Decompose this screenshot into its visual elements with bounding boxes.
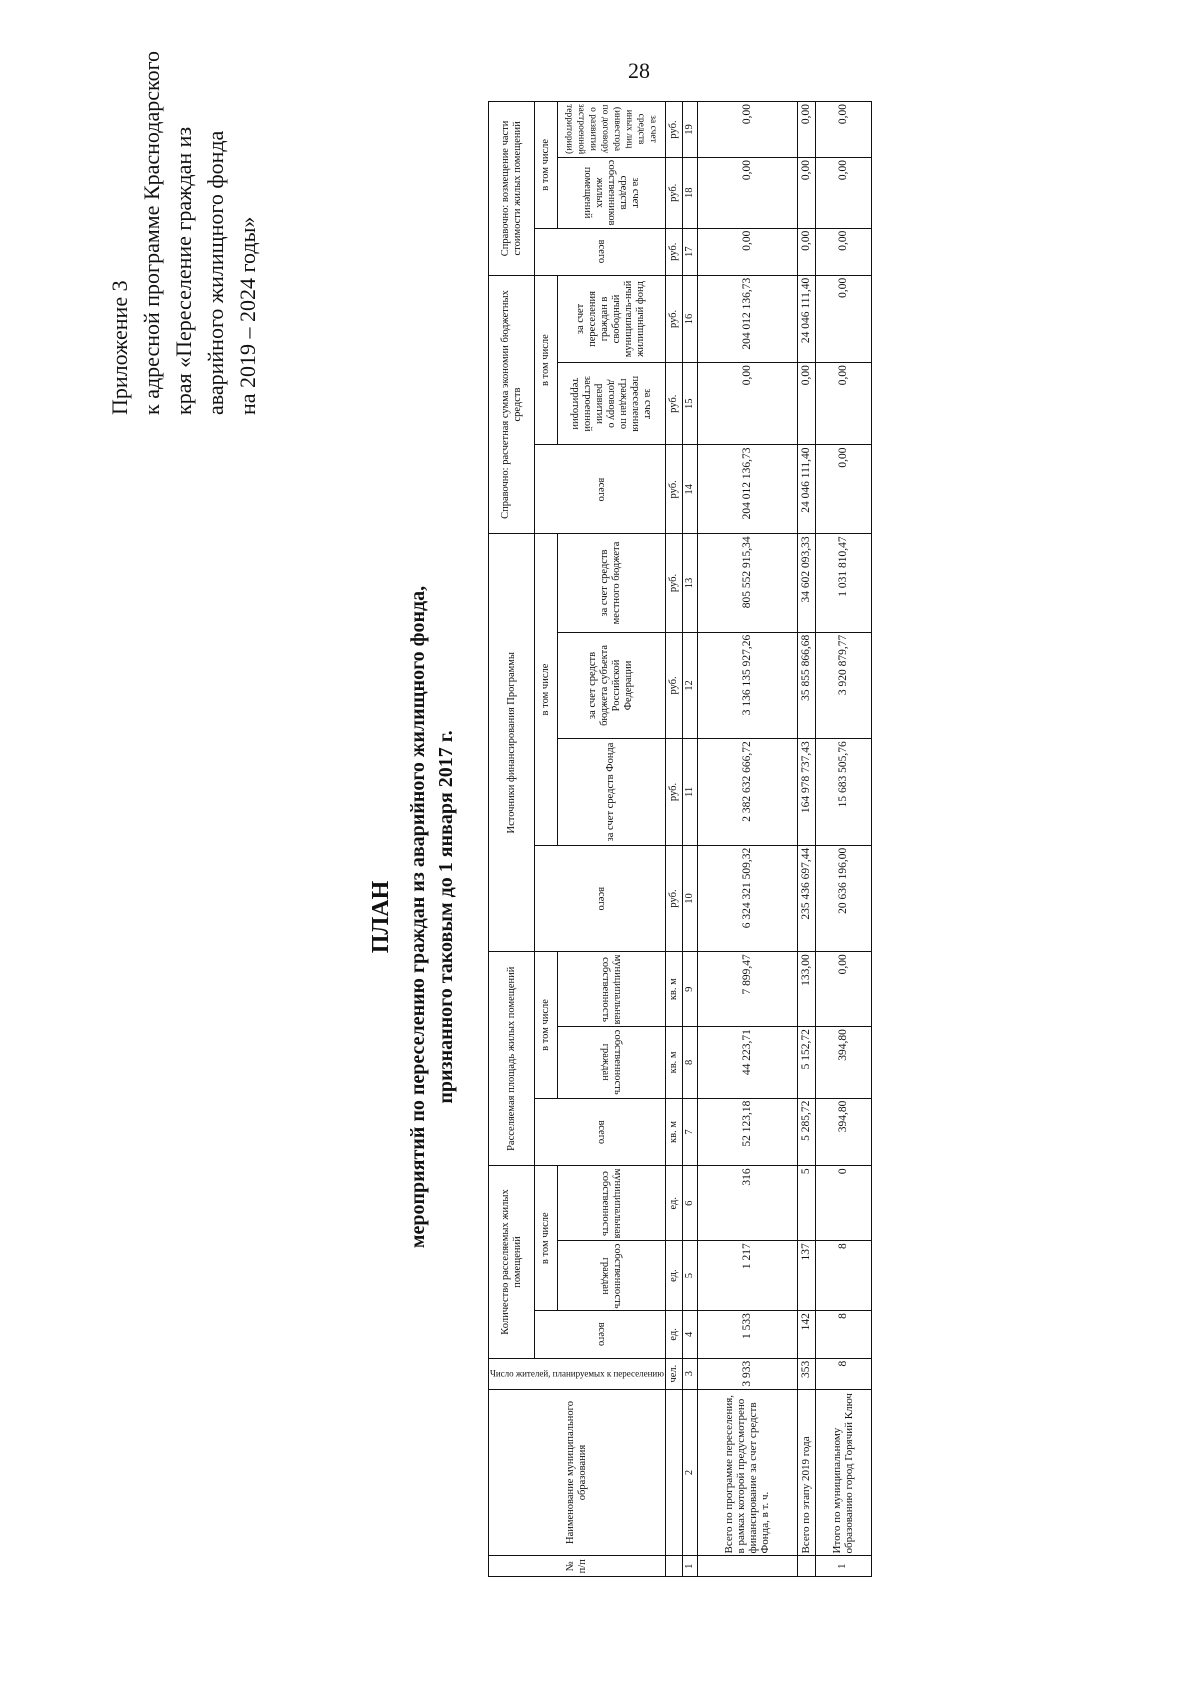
- table-cell: 0,00: [815, 102, 871, 158]
- unit-cell: руб.: [665, 445, 682, 534]
- unit-cell: руб.: [665, 534, 682, 632]
- table-cell: 0,00: [697, 102, 797, 158]
- table-cell: 24 046 111,40: [797, 275, 815, 362]
- table-cell: 3 933: [697, 1358, 797, 1389]
- unit-cell: руб.: [665, 102, 682, 158]
- table-cell: 353: [797, 1358, 815, 1389]
- table-cell: 0,00: [697, 157, 797, 228]
- unit-cell: руб.: [665, 363, 682, 445]
- table-cell: 5: [797, 1166, 815, 1241]
- row-num: [797, 1556, 815, 1577]
- header-rooms-municipal: муниципальная собственность: [557, 1166, 665, 1241]
- header-rooms-total: всего: [535, 1311, 666, 1359]
- header-name: Наименование муниципального образования: [489, 1389, 666, 1556]
- column-number-cell: 1: [682, 1556, 697, 1577]
- unit-cell: ед.: [665, 1311, 682, 1359]
- column-number-cell: 7: [682, 1098, 697, 1166]
- resettlement-plan-table: [488, 101, 872, 1577]
- table-cell: 394,80: [815, 1027, 871, 1099]
- table-cell: 133,00: [797, 952, 815, 1027]
- table-row: [815, 102, 871, 1577]
- table-cell: 6 324 321 509,32: [697, 845, 797, 952]
- column-number-cell: 2: [682, 1389, 697, 1556]
- unit-cell: руб.: [665, 275, 682, 362]
- column-number-cell: 15: [682, 363, 697, 445]
- table-cell: 0,00: [815, 952, 871, 1027]
- header-area-incl: в том числе: [535, 952, 558, 1098]
- plan-subtitle: [404, 467, 460, 1367]
- table-cell: 8: [815, 1311, 871, 1359]
- table-cell: 20 636 196,00: [815, 845, 871, 952]
- header-rooms-citizens: собственность граждан: [557, 1241, 665, 1311]
- table-cell: 2 382 632 666,72: [697, 739, 797, 846]
- unit-cell: руб.: [665, 228, 682, 275]
- row-num: 1: [815, 1556, 871, 1577]
- appendix-block: [104, 0, 264, 415]
- table-cell: 1 533: [697, 1311, 797, 1359]
- table-cell: 142: [797, 1311, 815, 1359]
- header-economy-resettlement: за счет переселения граждан по договору о развитии застроенной территории: [557, 363, 665, 445]
- header-finance-incl: в том числе: [535, 534, 558, 845]
- table-cell: 5 285,72: [797, 1098, 815, 1166]
- column-number-cell: 18: [682, 157, 697, 228]
- header-fund: за счет средств Фонда: [557, 739, 665, 846]
- table-cell: 1 217: [697, 1241, 797, 1311]
- header-compensation-incl: в том числе: [535, 102, 558, 229]
- column-number-cell: 17: [682, 228, 697, 275]
- header-owners-funds: за счет средств собственников жилых помещений: [557, 157, 665, 228]
- column-number-cell: 16: [682, 275, 697, 362]
- plan-subtitle-line-1: мероприятий по переселению граждан из аварийного жилищного фонда,: [407, 585, 429, 1249]
- unit-cell: ед.: [665, 1166, 682, 1241]
- header-area-citizens: собственность граждан: [557, 1027, 665, 1099]
- table-cell: 3 136 135 927,26: [697, 632, 797, 739]
- column-number-cell: 3: [682, 1358, 697, 1389]
- table-cell: 0,00: [797, 228, 815, 275]
- table-cell: 394,80: [815, 1098, 871, 1166]
- header-other-persons-funds: за счет средств иных лиц (инвестора по договору о развитии застроенной территории): [557, 102, 665, 158]
- header-residents: Число жителей, планируемых к переселению: [489, 1358, 666, 1389]
- row-num: [697, 1556, 797, 1577]
- table-cell: 5 152,72: [797, 1027, 815, 1099]
- table-cell: 8: [815, 1241, 871, 1311]
- column-number-cell: 4: [682, 1311, 697, 1359]
- header-local-budget: за счет средств местного бюджета: [557, 534, 665, 632]
- table-cell: 7 899,47: [697, 952, 797, 1027]
- unit-cell: руб.: [665, 739, 682, 846]
- header-economy-free-fund: за счет переселения граждан в свободный муниципаль-ный жилищный фонд: [557, 275, 665, 362]
- column-number-cell: 10: [682, 845, 697, 952]
- table-cell: 0,00: [797, 102, 815, 158]
- table-cell: 0: [815, 1166, 871, 1241]
- table-cell: 805 552 915,34: [697, 534, 797, 632]
- unit-cell: [665, 1556, 682, 1577]
- table-cell: 8: [815, 1358, 871, 1389]
- unit-cell: кв. м: [665, 952, 682, 1027]
- column-number-cell: 9: [682, 952, 697, 1027]
- header-rooms-incl: в том числе: [535, 1166, 558, 1311]
- column-number-cell: 14: [682, 445, 697, 534]
- column-number-cell: 11: [682, 739, 697, 846]
- column-number-cell: 8: [682, 1027, 697, 1099]
- table-cell: 137: [797, 1241, 815, 1311]
- table-cell: 0,00: [815, 157, 871, 228]
- table-cell: 0,00: [815, 445, 871, 534]
- table-cell: 52 123,18: [697, 1098, 797, 1166]
- appendix-line: на 2019 – 2024 годы»: [235, 216, 260, 415]
- unit-cell: ед.: [665, 1241, 682, 1311]
- table-cell: 0,00: [797, 363, 815, 445]
- table-cell: 15 683 505,76: [815, 739, 871, 846]
- table-cell: 3 920 879,77: [815, 632, 871, 739]
- row-name: Итого по муниципальному образованию город Горячий Ключ: [815, 1389, 871, 1556]
- table-cell: 34 602 093,33: [797, 534, 815, 632]
- header-area-group: Расселяемая площадь жилых помещений: [489, 952, 535, 1166]
- table-cell: 204 012 136,73: [697, 445, 797, 534]
- page-number: 28: [628, 58, 650, 83]
- table-cell: 0,00: [797, 157, 815, 228]
- plan-subtitle-line-2: признанного таковым до 1 января 2017 г.: [435, 730, 457, 1104]
- row-name: Всего по этапу 2019 года: [797, 1389, 815, 1556]
- unit-cell: руб.: [665, 845, 682, 952]
- column-number-cell: 5: [682, 1241, 697, 1311]
- table-row: [797, 102, 815, 1577]
- column-number-cell: 19: [682, 102, 697, 158]
- unit-cell: руб.: [665, 632, 682, 739]
- table-cell: 0,00: [697, 363, 797, 445]
- table-cell: 164 978 737,43: [797, 739, 815, 846]
- table-cell: 0,00: [815, 275, 871, 362]
- header-num: № п/п: [489, 1556, 666, 1577]
- unit-cell: руб.: [665, 157, 682, 228]
- table-cell: 24 046 111,40: [797, 445, 815, 534]
- column-number-cell: 13: [682, 534, 697, 632]
- unit-cell: кв. м: [665, 1027, 682, 1099]
- unit-cell: чел.: [665, 1358, 682, 1389]
- appendix-line: края «Переселение граждан из: [171, 126, 196, 415]
- column-number-cell: 6: [682, 1166, 697, 1241]
- appendix-line: Приложение 3: [107, 280, 132, 415]
- plan-title: ПЛАН: [368, 880, 394, 954]
- unit-cell: кв. м: [665, 1098, 682, 1166]
- table-row: [697, 102, 797, 1577]
- header-economy-total: всего: [535, 445, 666, 534]
- header-finance-group: Источники финансирования Программы: [489, 534, 535, 952]
- appendix-line: аварийного жилищного фонда: [203, 130, 228, 415]
- table-cell: 1 031 810,47: [815, 534, 871, 632]
- header-compensation-total: всего: [535, 228, 666, 275]
- header-finance-total: всего: [535, 845, 666, 952]
- table-cell: 204 012 136,73: [697, 275, 797, 362]
- header-area-total: всего: [535, 1098, 666, 1166]
- header-area-municipal: муниципальная собственность: [557, 952, 665, 1027]
- table-cell: 0,00: [815, 228, 871, 275]
- header-economy-group: Справочно: расчетная сумма экономии бюджетных средств: [489, 275, 535, 534]
- table-cell: 0,00: [697, 228, 797, 275]
- header-rooms-group: Количество расселяемых жилых помещений: [489, 1166, 535, 1358]
- table-cell: 316: [697, 1166, 797, 1241]
- row-name: Всего по программе переселения, в рамках которой предусмотрено финансирование за счет средств Фонда, в т. ч.: [697, 1389, 797, 1556]
- header-economy-incl: в том числе: [535, 275, 558, 445]
- table-cell: 235 436 697,44: [797, 845, 815, 952]
- table-cell: 44 223,71: [697, 1027, 797, 1099]
- unit-cell: [665, 1389, 682, 1556]
- column-number-cell: 12: [682, 632, 697, 739]
- appendix-line: к адресной программе Краснодарского: [139, 50, 164, 415]
- table-cell: 35 855 866,68: [797, 632, 815, 739]
- table-cell: 0,00: [815, 363, 871, 445]
- header-subject-budget: за счет средств бюджета субъекта Российской Федерации: [557, 632, 665, 739]
- header-compensation-group: Справочно: возмещение части стоимости жилых помещений: [489, 102, 535, 276]
